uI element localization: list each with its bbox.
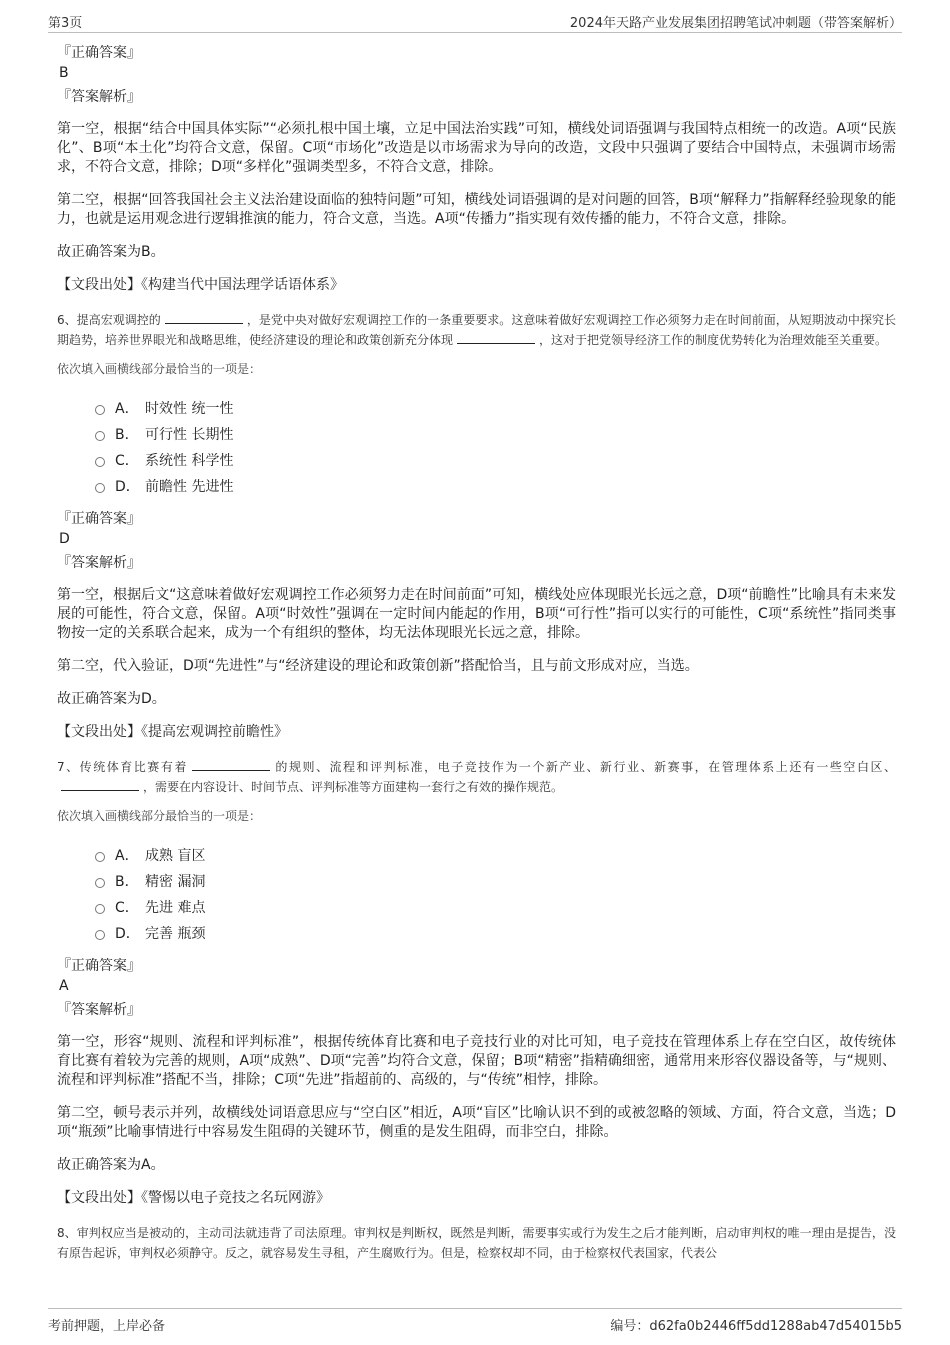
question-8 bbox=[57, 1223, 896, 1263]
question-text: 6、提高宏观调控的 ，是党中央对做好宏观调控工作的一条重要要求。这意味着做好宏观调控工作必须努力走在时间前面，从短期波动中探究长期趋势，培养世界眼光和战略思维，使经济建设的理论和政策创新充分体现 ，这对于把党领导经济工作的制度优势转化为治理效能至关重要。 bbox=[57, 313, 896, 347]
analysis-conclusion: 故正确答案为A。 bbox=[57, 1157, 165, 1173]
document-id: 编号：d62fa0b2446ff5dd1288ab47d54015b5 bbox=[610, 1319, 902, 1334]
q5-answer-block bbox=[57, 44, 896, 295]
correct-answer-label: 『正确答案』 bbox=[57, 511, 141, 527]
option-list bbox=[95, 843, 896, 947]
source-citation: 【文段出处】《提高宏观调控前瞻性》 bbox=[57, 724, 288, 740]
question-prompt: 依次填入画横线部分最恰当的一项是： bbox=[57, 362, 262, 376]
radio-icon[interactable] bbox=[95, 405, 105, 415]
analysis-conclusion: 故正确答案为D。 bbox=[57, 691, 166, 707]
page-number: 第3页 bbox=[48, 16, 83, 31]
analysis-paragraph: 第二空，根据“回答我国社会主义法治建设面临的独特问题”可知，横线处词语强调的是对问题的回答，B项“解释力”指解释经验现象的能力，也就是运用观念进行逻辑推演的能力，符合文意，当选。A项“传播力”指实现有效传播的能力，不符合文意，排除。 bbox=[57, 192, 896, 227]
radio-icon[interactable] bbox=[95, 930, 105, 940]
source-citation: 【文段出处】《构建当代中国法理学话语体系》 bbox=[57, 277, 344, 293]
correct-answer: A bbox=[59, 978, 69, 994]
option-d[interactable]: D． 完善 瓶颈 bbox=[95, 921, 896, 947]
radio-icon[interactable] bbox=[95, 431, 105, 441]
option-c[interactable]: C． 先进 难点 bbox=[95, 895, 896, 921]
radio-icon[interactable] bbox=[95, 457, 105, 467]
radio-icon[interactable] bbox=[95, 904, 105, 914]
analysis-label: 『答案解析』 bbox=[57, 89, 141, 105]
option-b[interactable]: B． 可行性 长期性 bbox=[95, 422, 896, 448]
question-text: 8、审判权应当是被动的，主动司法就违背了司法原理。审判权是判断权，既然是判断，需要事实或行为发生之后才能判断，启动审判权的唯一理由是提告，没有原告起诉，审判权必须静守。反之，就容易发生寻租，产生腐败行为。但是，检察权却不同，由于检察权代表国家，代表公 bbox=[57, 1226, 896, 1260]
radio-icon[interactable] bbox=[95, 852, 105, 862]
correct-answer: B bbox=[59, 65, 69, 81]
option-a[interactable]: A． 时效性 统一性 bbox=[95, 396, 896, 422]
analysis-paragraph: 第二空，代入验证，D项“先进性”与“经济建设的理论和政策创新”搭配恰当，且与前文形成对应，当选。 bbox=[57, 658, 699, 674]
analysis-paragraph: 第二空，顿号表示并列，故横线处词语意思应与“空白区”相近，A项“盲区”比喻认识不到的或被忽略的领域、方面，符合文意，当选；D项“瓶颈”比喻事情进行中容易发生阻碍的关键环节，侧重的是发生阻碍，而非空白，排除。 bbox=[57, 1105, 896, 1140]
option-b[interactable]: B． 精密 漏洞 bbox=[95, 869, 896, 895]
correct-answer-label: 『正确答案』 bbox=[57, 958, 141, 974]
radio-icon[interactable] bbox=[95, 483, 105, 493]
correct-answer-label: 『正确答案』 bbox=[57, 45, 141, 61]
question-6 bbox=[57, 310, 896, 742]
option-d[interactable]: D． 前瞻性 先进性 bbox=[95, 474, 896, 500]
blank-line bbox=[165, 311, 243, 324]
source-citation: 【文段出处】《警惕以电子竞技之名玩网游》 bbox=[57, 1190, 330, 1206]
page-footer bbox=[48, 1308, 902, 1335]
analysis-conclusion: 故正确答案为B。 bbox=[57, 244, 165, 260]
blank-line bbox=[61, 778, 139, 791]
analysis-label: 『答案解析』 bbox=[57, 555, 141, 571]
radio-icon[interactable] bbox=[95, 878, 105, 888]
question-text: 7、传统体育比赛有着 的规则、流程和评判标准，电子竞技作为一个新产业、新行业、新赛事，在管理体系上还有一些空白区、，需要在内容设计、时间节点、评判标准等方面建构一套行之有效的操作规范。 bbox=[57, 760, 896, 794]
question-7 bbox=[57, 757, 896, 1208]
option-a[interactable]: A． 成熟 盲区 bbox=[95, 843, 896, 869]
page-content bbox=[57, 44, 896, 1273]
footer-slogan: 考前押题，上岸必备 bbox=[48, 1319, 166, 1334]
option-c[interactable]: C． 系统性 科学性 bbox=[95, 448, 896, 474]
page-header bbox=[48, 10, 902, 33]
blank-line bbox=[457, 331, 535, 344]
correct-answer: D bbox=[59, 531, 70, 547]
question-prompt: 依次填入画横线部分最恰当的一项是： bbox=[57, 809, 262, 823]
analysis-paragraph: 第一空，根据“结合中国具体实际”“必须扎根中国土壤，立足中国法治实践”可知，横线处词语强调与我国特点相统一的改造。A项“民族化”、B项“本土化”均符合文意，保留。C项“市场化”改造是以市场需求为导向的改造，文段中只强调了要结合中国特点，未强调市场需求，不符合文意，排除；D项“多样化”强调类型多，不符合文意，排除。 bbox=[57, 121, 896, 175]
analysis-label: 『答案解析』 bbox=[57, 1002, 141, 1018]
option-list bbox=[95, 396, 896, 500]
analysis-paragraph: 第一空，形容“规则、流程和评判标准”，根据传统体育比赛和电子竞技行业的对比可知，电子竞技在管理体系上存在空白区，故传统体育比赛有着较为完善的规则，A项“成熟”、D项“完善”均符合文意，保留；B项“精密”指精确细密，通常用来形容仪器设备等，与“规则、流程和评判标准”搭配不当，排除；C项“先进”指超前的、高级的，与“传统”相悖，排除。 bbox=[57, 1034, 896, 1088]
document-title: 2024年天路产业发展集团招聘笔试冲刺题（带答案解析） bbox=[569, 16, 902, 31]
blank-line bbox=[192, 758, 270, 771]
analysis-paragraph: 第一空，根据后文“这意味着做好宏观调控工作必须努力走在时间前面”可知，横线处应体现眼光长远之意，D项“前瞻性”比喻具有未来发展的可能性，符合文意，保留。A项“时效性”强调在一定时间内能起的作用，B项“可行性”指可以实行的可能性，C项“系统性”指同类事物按一定的关系联合起来，成为一个有组织的整体，均无法体现眼光长远之意，排除。 bbox=[57, 587, 896, 641]
